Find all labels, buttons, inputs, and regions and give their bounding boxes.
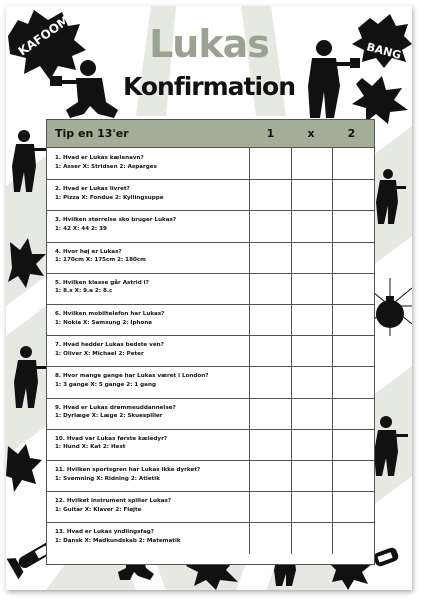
answer-cell-x[interactable] — [291, 522, 332, 553]
answer-cell-2[interactable] — [332, 304, 374, 335]
table-row — [47, 398, 374, 430]
question-label: 13. Hvad er Lukas yndlingsfag? — [55, 529, 154, 536]
tip-table — [46, 119, 375, 565]
answer-cell-2[interactable] — [332, 179, 374, 210]
table-row — [47, 179, 374, 211]
answer-cell-x[interactable] — [291, 304, 332, 335]
answer-options: 1: Pizza X: Fondue 2: Kyllingsuppe — [55, 194, 164, 201]
answer-cell-2[interactable] — [332, 398, 374, 429]
answer-cell-x[interactable] — [291, 460, 332, 491]
answer-cell-1[interactable] — [249, 148, 291, 179]
question-text — [47, 304, 249, 335]
table-row — [47, 366, 374, 398]
question-label: 4. Hvor høj er Lukas? — [55, 248, 122, 255]
answer-cell-2[interactable] — [332, 429, 374, 460]
question-label: 8. Hvor mange gange har Lukas været i London? — [55, 373, 209, 380]
answer-options: 1: 42 X: 44 2: 39 — [55, 225, 107, 232]
answer-cell-1[interactable] — [249, 335, 291, 366]
answer-cell-x[interactable] — [291, 242, 332, 273]
question-text — [47, 522, 249, 553]
question-label: 1. Hvad er Lukas kælenavn? — [55, 155, 144, 161]
answer-cell-1[interactable] — [249, 242, 291, 273]
answer-cell-x[interactable] — [291, 335, 332, 366]
question-text — [47, 491, 249, 522]
header-col-1: 1 — [266, 127, 275, 140]
svg-text:BANG: BANG — [365, 40, 403, 62]
svg-text:KAFOOM!: KAFOOM! — [15, 9, 77, 59]
answer-cell-x[interactable] — [291, 429, 332, 460]
answer-cell-1[interactable] — [249, 179, 291, 210]
poster-sheet — [6, 6, 412, 590]
question-label: 11. Hvilken sportsgren har Lukas ikke dyrket? — [55, 467, 201, 473]
answer-cell-2[interactable] — [332, 522, 374, 553]
answer-cell-1[interactable] — [249, 429, 291, 460]
table-row — [47, 304, 374, 336]
question-text — [47, 273, 249, 304]
table-row — [47, 210, 374, 242]
answer-options: 1: 8.x X: 9.a 2: 8.c — [55, 288, 113, 295]
answer-options: 1: 170cm X: 175cm 2: 180cm — [55, 257, 147, 264]
table-header-label: Tip en 13'er — [55, 127, 129, 140]
answer-cell-x[interactable] — [291, 491, 332, 522]
answer-options: 1: Svømning X: Ridning 2: Atletik — [55, 475, 160, 482]
answer-cell-x[interactable] — [291, 273, 332, 304]
answer-options: 1: 3 gange X: 5 gange 2: 1 gang — [55, 381, 156, 388]
answer-cell-2[interactable] — [332, 460, 374, 491]
table-row — [47, 242, 374, 274]
table-row — [47, 522, 374, 553]
table-row — [47, 491, 374, 523]
question-label: 2. Hvad er Lukas livret? — [55, 186, 130, 193]
answer-cell-1[interactable] — [249, 366, 291, 397]
answer-options: 1: Hund X: Kat 2: Hest — [55, 444, 126, 451]
table-row — [47, 335, 374, 367]
answer-options: 1: Asser X: Stridsen 2: Asparges — [55, 163, 157, 170]
question-text — [47, 242, 249, 273]
answer-cell-1[interactable] — [249, 522, 291, 553]
header-col-2: 2 — [347, 127, 356, 140]
answer-cell-2[interactable] — [332, 366, 374, 397]
question-text — [47, 366, 249, 397]
page-title: Lukas — [149, 22, 269, 66]
answer-cell-2[interactable] — [332, 148, 374, 179]
question-label: 12. Hvilket instrument spiller Lukas? — [55, 498, 172, 505]
question-text — [47, 210, 249, 241]
answer-cell-1[interactable] — [249, 304, 291, 335]
table-row — [47, 148, 374, 180]
answer-cell-x[interactable] — [291, 148, 332, 179]
answer-cell-1[interactable] — [249, 398, 291, 429]
answer-options: 1: Oliver X: Michael 2: Peter — [55, 350, 144, 357]
question-text — [47, 429, 249, 460]
answer-cell-1[interactable] — [249, 460, 291, 491]
answer-cell-1[interactable] — [249, 273, 291, 304]
answer-options: 1: Guitar X: Klaver 2: Fløjte — [55, 506, 142, 513]
answer-cell-2[interactable] — [332, 242, 374, 273]
explosion-icon — [6, 444, 42, 492]
table-header — [47, 120, 374, 148]
question-text — [47, 460, 249, 491]
answer-cell-2[interactable] — [332, 335, 374, 366]
header-col-x: x — [307, 127, 315, 140]
answer-cell-2[interactable] — [332, 273, 374, 304]
answer-cell-1[interactable] — [249, 491, 291, 522]
answer-cell-x[interactable] — [291, 210, 332, 241]
question-text — [47, 148, 249, 179]
answer-cell-2[interactable] — [332, 210, 374, 241]
question-label: 9. Hvad er Lukas drømmeuddannelse? — [55, 404, 176, 411]
answer-cell-x[interactable] — [291, 366, 332, 397]
table-row — [47, 429, 374, 461]
question-label: 10. Hvad var Lukas første kæledyr? — [55, 435, 168, 442]
question-text — [47, 179, 249, 210]
grenade-icon — [372, 546, 399, 567]
question-label: 5. Hvilken klasse går Astrid i? — [55, 279, 149, 286]
answer-options: 1: Dansk X: Madkundskab 2: Matematik — [55, 537, 181, 544]
question-text — [47, 398, 249, 429]
question-text — [47, 335, 249, 366]
page-subtitle: Konfirmation — [122, 72, 296, 101]
table-row — [47, 460, 374, 492]
table-row — [47, 273, 374, 305]
question-label: 3. Hvilken størrelse sko bruger Lukas? — [55, 217, 177, 224]
answer-options: 1: Dyrlæge X: Læge 2: Skuespiller — [55, 413, 163, 420]
answer-cell-x[interactable] — [291, 398, 332, 429]
question-label: 6. Hvilken mobiltelefon har Lukas? — [55, 311, 165, 317]
answer-cell-1[interactable] — [249, 210, 291, 241]
answer-cell-x[interactable] — [291, 179, 332, 210]
question-label: 7. Hvad hedder Lukas bedste ven? — [55, 342, 164, 349]
answer-options: 1: Nokia X: Samsung 2: Iphone — [55, 319, 153, 326]
answer-cell-2[interactable] — [332, 491, 374, 522]
